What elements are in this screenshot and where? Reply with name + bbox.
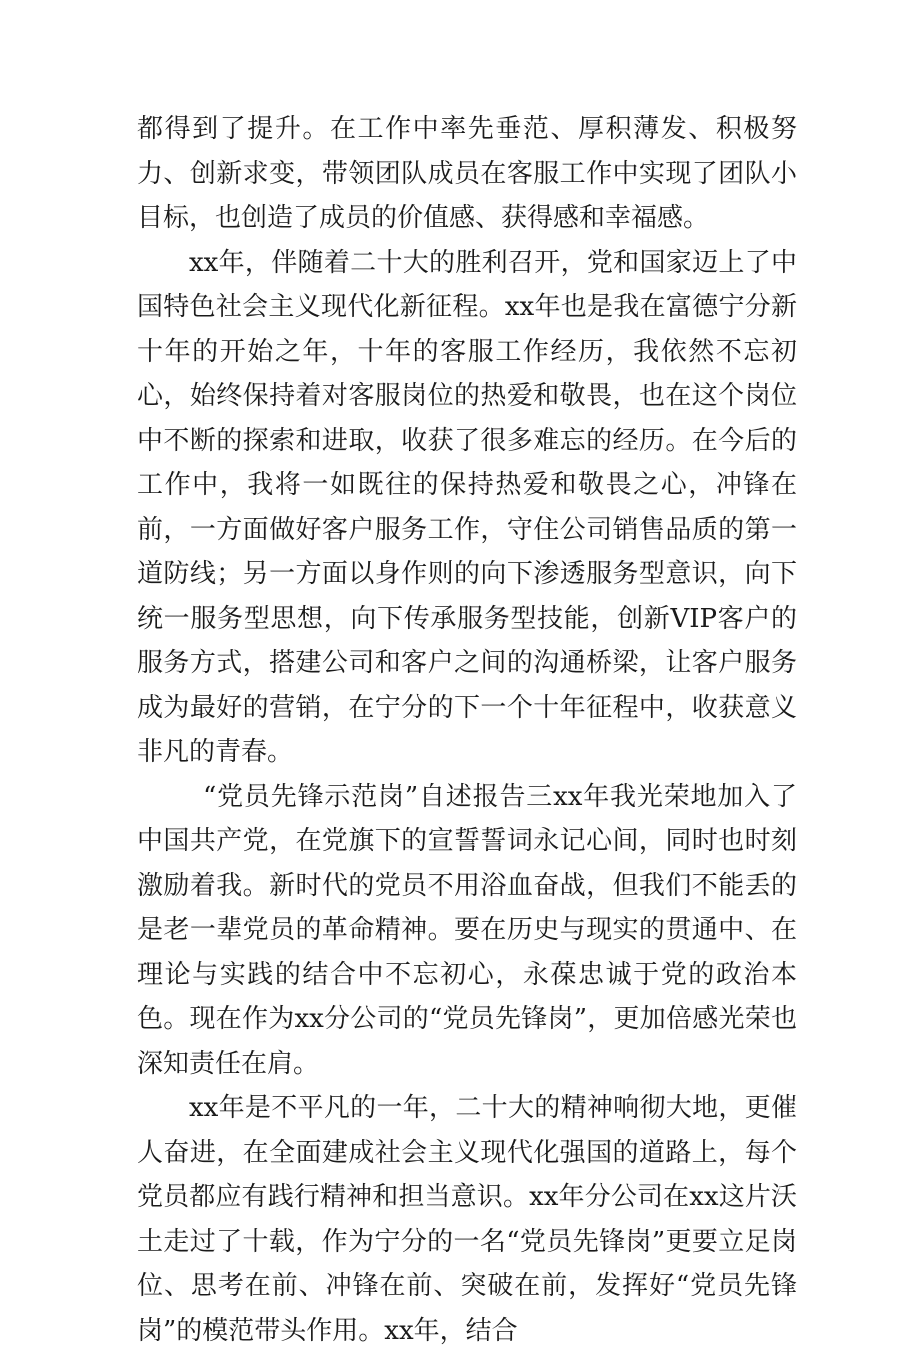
document-body — [137, 107, 797, 1353]
paragraph-4: xx年是不平凡的一年，二十大的精神响彻大地，更催人奋进，在全面建成社会主义现代化强国的道路上，每个党员都应有践行精神和担当意识。xx年分公司在xx这片沃土走过了十载，作为宁分的一名“党员先锋岗”更要立足岗位、思考在前、冲锋在前、突破在前，发挥好“党员先锋岗”的模范带头作用。xx年，结合 — [137, 1093, 797, 1346]
paragraph-3: “党员先锋示范岗”自述报告三xx年我光荣地加入了中国共产党，在党旗下的宣誓誓词永记心间，同时也时刻激励着我。新时代的党员不用浴血奋战，但我们不能丢的是老一辈党员的革命精神。要在历史与现实的贯通中、在理论与实践的结合中不忘初心，永葆忠诚于党的政治本色。现在作为xx分公司的“党员先锋岗”，更加倍感光荣也深知责任在肩。 — [137, 781, 797, 1079]
paragraph-2: xx年，伴随着二十大的胜利召开，党和国家迈上了中国特色社会主义现代化新征程。xx年也是我在富德宁分新十年的开始之年，十年的客服工作经历，我依然不忘初心，始终保持着对客服岗位的热爱和敬畏，也在这个岗位中不断的探索和进取，收获了很多难忘的经历。在今后的工作中，我将一如既往的保持热爱和敬畏之心，冲锋在前，一方面做好客户服务工作，守住公司销售品质的第一道防线；另一方面以身作则的向下渗透服务型意识，向下统一服务型思想，向下传承服务型技能，创新VIP客户的服务方式，搭建公司和客户之间的沟通桥梁，让客户服务成为最好的营销，在宁分的下一个十年征程中，收获意义非凡的青春。 — [137, 247, 797, 767]
paragraph-1: 都得到了提升。在工作中率先垂范、厚积薄发、积极努力、创新求变，带领团队成员在客服工作中实现了团队小目标，也创造了成员的价值感、获得感和幸福感。 — [137, 114, 797, 233]
